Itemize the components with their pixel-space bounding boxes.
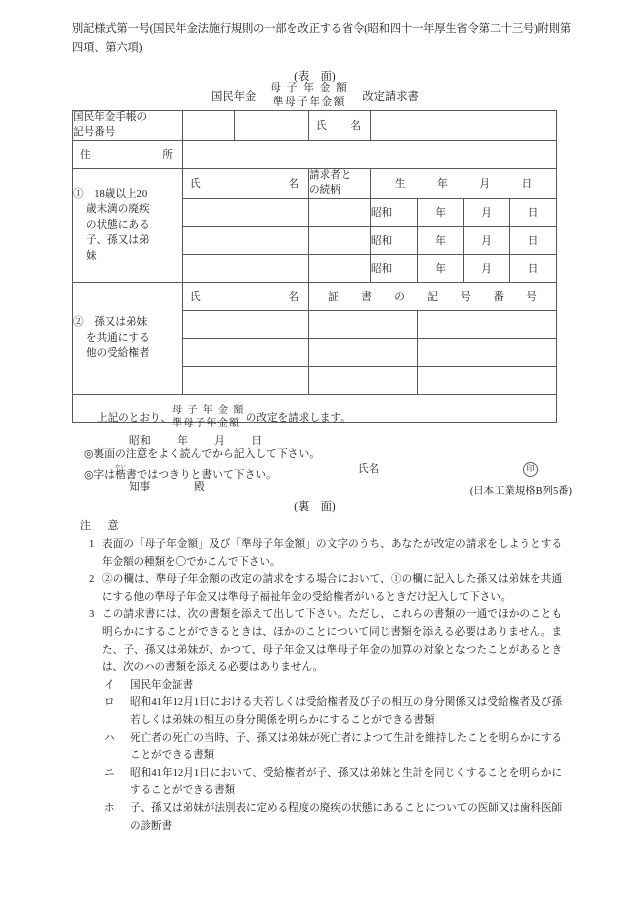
form-title-kokumin: 国民年金 [211, 91, 257, 103]
section2-cert-input-right[interactable] [418, 367, 557, 395]
section1-year-input[interactable] [418, 199, 464, 227]
declaration-day: 日 [251, 436, 263, 447]
section1-relation-header [309, 169, 371, 199]
cert-char-0: 証 [328, 292, 339, 303]
section1-day-input[interactable] [510, 227, 557, 255]
section2-description [73, 283, 183, 395]
note-number: 1 [89, 539, 95, 550]
kaisho-ruby [115, 463, 126, 481]
document-heading: 別記様式第一号(国民年金法施行規則の一部を改正する省令(昭和四十一年厚生省令第二十三号)附則第四項、第六項) [72, 23, 571, 54]
section1-day-text: 日 [527, 264, 539, 275]
declaration-month: 月 [214, 436, 226, 447]
section1-desc-line3: の状態にある [86, 219, 150, 231]
declaration-boshi: 母 子 年 金 額 [172, 405, 245, 416]
note-sub-text: 昭和41年12月1日において、受給権者が子、孫又は弟妹と生計を同じくすることを明らかにすることができる書類 [130, 767, 562, 797]
section1-era-text: 昭和 [371, 264, 393, 275]
handbook-number-input-left[interactable] [183, 111, 235, 141]
cert-char-4: 号 [460, 292, 471, 303]
section2-name-input[interactable] [183, 311, 309, 339]
section1-era-label [371, 255, 418, 283]
section1-desc-line5: 妹 [86, 250, 97, 262]
declaration-pension-stack [172, 404, 245, 430]
note-sub-text: 昭和41年12月1日における夫若しくは受給権者及び子の相互の身分関係又は受給権者及び孫若しくは弟妹の相互の身分関係を明らかにすることができる書類 [130, 697, 562, 726]
section1-description [73, 169, 183, 283]
table-row-address [73, 141, 557, 169]
section2-desc-line3: 他の受給権者 [86, 348, 150, 360]
note-sub-marker: ハ [104, 732, 115, 744]
note-number: 3 [89, 609, 95, 621]
section1-month-text: 月 [481, 236, 492, 247]
section2-name-header [183, 283, 309, 311]
jis-standard-note: (日本工業規格B列5番) [469, 486, 572, 497]
section1-desc-line2: 歳未満の廃疾 [86, 204, 150, 216]
section1-year-input[interactable] [418, 227, 464, 255]
section2-name-char2: 名 [288, 292, 299, 303]
section2-cert-input-right[interactable] [418, 339, 557, 367]
front-instruction-1: ◎裏面の注意をよく読んでから記入して下さい。 [84, 448, 321, 460]
section1-era-text: 昭和 [371, 236, 393, 247]
handbook-label-line1: 国民年金手帳の [73, 112, 148, 123]
section2-index-line [73, 315, 182, 331]
section1-year-text: 年 [435, 264, 446, 275]
section1-birth-month: 月 [479, 179, 490, 190]
section1-desc-line1: 18歳以上20 [94, 188, 148, 200]
section1-relation-input[interactable] [309, 255, 371, 283]
handbook-label-line2: 記号番号 [73, 126, 116, 138]
note-sub-marker: ニ [104, 767, 115, 779]
address-label-char2: 所 [162, 150, 173, 161]
section1-name-char1: 氏 [190, 179, 201, 190]
section2-desc-line2: を共通にする [86, 332, 150, 344]
note-sub-marker: イ [104, 679, 115, 691]
table-row-handbook [73, 111, 557, 141]
note-text: この請求書には、次の書類を添えて出して下さい。ただし、これらの書類の一通でほかのことも明らかにすることができるときは、ほかのことについて同じ書類を添える必要はありません。また、子、孫又は弟妹が、かつて、母子年金又は準母子年金の加算の対象となつたことがあるときは、次のハの書類を添える必要はありません。 [102, 609, 562, 674]
section1-era-label [371, 227, 418, 255]
section2-cert-input-left[interactable] [309, 311, 418, 339]
declaration-suffix: の改定を請求します。 [245, 412, 351, 424]
address-label-char1: 住 [80, 150, 91, 161]
section2-certificate-header [309, 283, 557, 311]
section1-day-input[interactable] [510, 199, 557, 227]
form-title-junboshi: 準母子年金額 [272, 97, 346, 108]
form-title-boshi: 母 子 年 金 額 [270, 83, 349, 94]
form-title-pension-stack [270, 82, 348, 110]
front-instruction-2-suffix: 書ではつきりと書いて下さい。 [125, 468, 277, 481]
declaration-name-label: 氏名 [358, 464, 380, 475]
applicant-name-label [309, 111, 371, 141]
note-text: 表面の「母子年金額」及び「準母子年金額」の文字のうち、あなたが改定の請求をしようとする年金額の種類を〇でかこんで下さい。 [102, 539, 562, 568]
section1-relation-input[interactable] [309, 199, 371, 227]
table-row-statement [73, 395, 557, 423]
front-face-label: (表 面) [294, 71, 336, 83]
section1-year-text: 年 [435, 208, 446, 219]
back-face-label: (裏 面) [294, 501, 336, 513]
section1-birth-year: 年 [437, 179, 448, 190]
note-item [80, 571, 562, 606]
declaration-dono: 殿 [194, 482, 205, 493]
note-sub-item [104, 677, 562, 695]
section2-desc-line1: 孫又は弟妹 [94, 317, 148, 329]
note-item [80, 536, 562, 571]
section1-month-input[interactable] [464, 199, 510, 227]
section1-birth-day: 日 [521, 179, 533, 190]
handbook-number-label [73, 111, 183, 141]
section1-era-text: 昭和 [371, 208, 393, 219]
section1-day-input[interactable] [510, 255, 557, 283]
front-instructions [84, 446, 320, 484]
declaration-junboshi: 準母子年金額 [172, 418, 241, 429]
note-sub-text: 国民年金証書 [130, 679, 193, 691]
table-row-section1-header [73, 169, 557, 199]
section1-name-char2: 名 [288, 179, 299, 190]
form-title [0, 82, 630, 110]
cert-char-2: の [394, 292, 405, 303]
front-instruction-2-prefix: ◎字は [84, 468, 116, 481]
applicant-name-input[interactable] [371, 111, 557, 141]
section2-name-input[interactable] [183, 367, 309, 395]
seal-stamp-icon: 印 [523, 462, 538, 477]
section2-cert-input-right[interactable] [418, 311, 557, 339]
section1-birth-sei: 生 [394, 179, 406, 190]
section1-relation-line1: 請求者と [309, 170, 352, 181]
note-number: 2 [89, 574, 95, 586]
section1-year-input[interactable] [418, 255, 464, 283]
declaration-prefix: 上記のとおり、 [97, 412, 172, 424]
section2-name-input[interactable] [183, 339, 309, 367]
section2-name-char1: 氏 [190, 292, 201, 303]
section1-month-text: 月 [481, 264, 492, 275]
note-sub-text: 子、孫又は弟妹が法別表に定める程度の廃疾の状態にあることについての医師又は歯科医師の診断書 [130, 802, 562, 832]
note-sub-marker: ロ [104, 697, 115, 709]
note-sub-item [104, 694, 562, 729]
section2-cert-input-left[interactable] [309, 367, 418, 395]
section1-era-label [371, 199, 418, 227]
address-input[interactable] [183, 141, 557, 169]
name-label-char1: 氏 [316, 121, 327, 132]
note-sub-marker: ホ [104, 802, 115, 814]
section1-name-header [183, 169, 309, 199]
note-item [80, 606, 562, 676]
section1-month-text: 月 [481, 208, 492, 219]
declaration-signature-row [358, 461, 538, 476]
cert-char-1: 書 [361, 292, 372, 303]
note-sub-item [104, 765, 562, 800]
name-label-char2: 名 [350, 121, 361, 132]
note-sub-text: 死亡者の死亡の当時、子、孫又は弟妹が死亡者によつて生計を維持したことを明らかにすることができる書類 [130, 732, 562, 762]
note-sub-list [80, 677, 562, 835]
note-text: ②の欄は、準母子年金額の改定の請求をする場合において、①の欄に記入した孫又は弟妹を共通にする他の準母子年金又は準母子福祉年金の受給権者がいるときだけ記入して下さい。 [102, 574, 562, 603]
cert-char-5: 番 [493, 292, 504, 303]
section1-desc-line4: 子、孫又は弟 [86, 235, 150, 247]
cert-char-3: 記 [427, 292, 438, 303]
kaisho-furigana: かい [115, 463, 126, 470]
section1-name-input[interactable] [183, 199, 309, 227]
declaration-era: 昭和 [129, 436, 152, 447]
handbook-number-input-right[interactable] [235, 111, 309, 141]
section1-name-input[interactable] [183, 255, 309, 283]
declaration-sentence [97, 404, 351, 430]
section1-relation-input[interactable] [309, 227, 371, 255]
section1-month-input[interactable] [464, 255, 510, 283]
section2-cert-input-left[interactable] [309, 339, 418, 367]
section1-name-input[interactable] [183, 227, 309, 255]
section1-index: ① [73, 188, 84, 200]
section1-year-text: 年 [435, 236, 446, 247]
note-sub-item [104, 730, 562, 765]
section1-month-input[interactable] [464, 227, 510, 255]
declaration-governor: 知事 [129, 482, 151, 493]
section1-relation-line2: の続柄 [309, 184, 341, 196]
section2-index: ② [73, 317, 84, 329]
front-instruction-2 [84, 464, 320, 485]
table-row-section2-header [73, 283, 557, 311]
section1-index-line [73, 187, 182, 203]
address-label [73, 141, 183, 169]
note-sub-item [104, 800, 562, 835]
section1-birthdate-header [371, 169, 557, 199]
form-title-request: 改定請求書 [362, 91, 419, 103]
section1-day-text: 日 [527, 208, 539, 219]
notes-list [80, 536, 562, 835]
section1-day-text: 日 [527, 236, 539, 247]
declaration-year: 年 [177, 436, 189, 447]
notes-section-title: 注 意 [80, 520, 122, 532]
cert-char-6: 号 [526, 292, 537, 303]
kaisho-base: 楷 [115, 468, 126, 481]
